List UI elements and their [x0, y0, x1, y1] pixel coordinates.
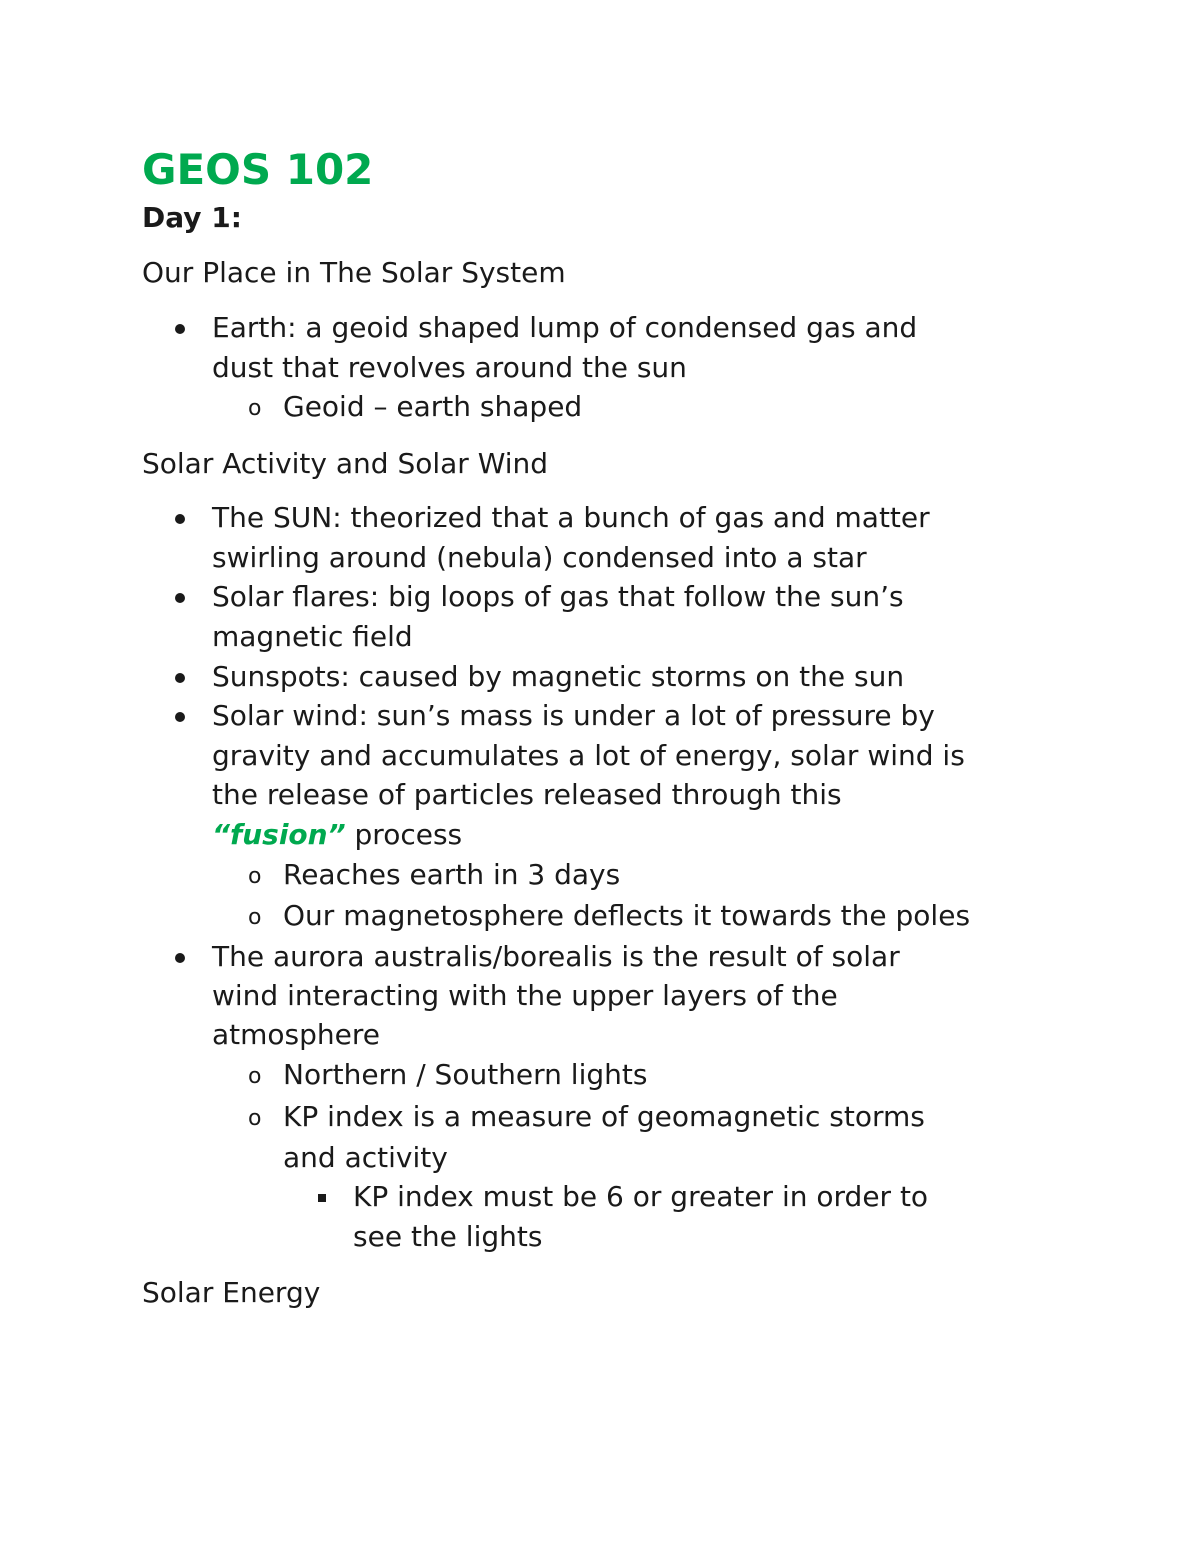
bullet-icon [175, 593, 185, 603]
square-bullet-icon [318, 1194, 326, 1202]
list-item-flares-line2: magnetic field [212, 620, 413, 653]
circle-bullet-icon: o [248, 864, 262, 889]
section-heading-solar-activity: Solar Activity and Solar Wind [142, 447, 549, 480]
list-item-aurora-line3: atmosphere [212, 1018, 380, 1051]
fusion-trailing-text: process [345, 818, 463, 851]
sub-item-northern-lights: Northern / Southern lights [283, 1058, 648, 1091]
sub-item-geoid: Geoid – earth shaped [283, 390, 583, 423]
page-title: GEOS 102 [142, 145, 374, 194]
list-item-earth-line1: Earth: a geoid shaped lump of condensed gas and [212, 311, 918, 344]
list-item-sunspots: Sunspots: caused by magnetic storms on the sun [212, 660, 905, 693]
list-item-sun-line2: swirling around (nebula) condensed into a star [212, 541, 867, 574]
fusion-term: “fusion” [212, 818, 346, 851]
sub-item-reaches-earth: Reaches earth in 3 days [283, 858, 621, 891]
sub-item-kp-index-line1: KP index is a measure of geomagnetic storms [283, 1100, 925, 1133]
section-heading-solar-energy: Solar Energy [142, 1276, 321, 1309]
list-item-earth-line2: dust that revolves around the sun [212, 351, 687, 384]
subsub-item-kp-six-line2: see the lights [353, 1220, 543, 1253]
list-item-sun-line1: The SUN: theorized that a bunch of gas and matter [212, 501, 930, 534]
list-item-aurora-line2: wind interacting with the upper layers of the [212, 979, 838, 1012]
list-item-wind-line2: gravity and accumulates a lot of energy, solar wind is [212, 739, 965, 772]
list-item-aurora-line1: The aurora australis/borealis is the result of solar [212, 940, 900, 973]
sub-item-magnetosphere: Our magnetosphere deflects it towards the poles [283, 899, 971, 932]
circle-bullet-icon: o [248, 1064, 262, 1089]
circle-bullet-icon: o [248, 396, 262, 421]
circle-bullet-icon: o [248, 905, 262, 930]
circle-bullet-icon: o [248, 1106, 262, 1131]
bullet-icon [175, 514, 185, 524]
bullet-icon [175, 673, 185, 683]
list-item-wind-line1: Solar wind: sun’s mass is under a lot of pressure by [212, 699, 935, 732]
list-item-wind-line3: the release of particles released through this [212, 778, 842, 811]
bullet-icon [175, 953, 185, 963]
list-item-flares-line1: Solar flares: big loops of gas that follow the sun’s [212, 580, 904, 613]
list-item-wind-line4 [212, 815, 462, 855]
bullet-icon [175, 324, 185, 334]
sub-item-kp-index-line2: and activity [283, 1141, 448, 1174]
bullet-icon [175, 712, 185, 722]
day-heading: Day 1: [142, 201, 242, 234]
section-heading-solar-system: Our Place in The Solar System [142, 256, 566, 289]
subsub-item-kp-six-line1: KP index must be 6 or greater in order to [353, 1180, 929, 1213]
